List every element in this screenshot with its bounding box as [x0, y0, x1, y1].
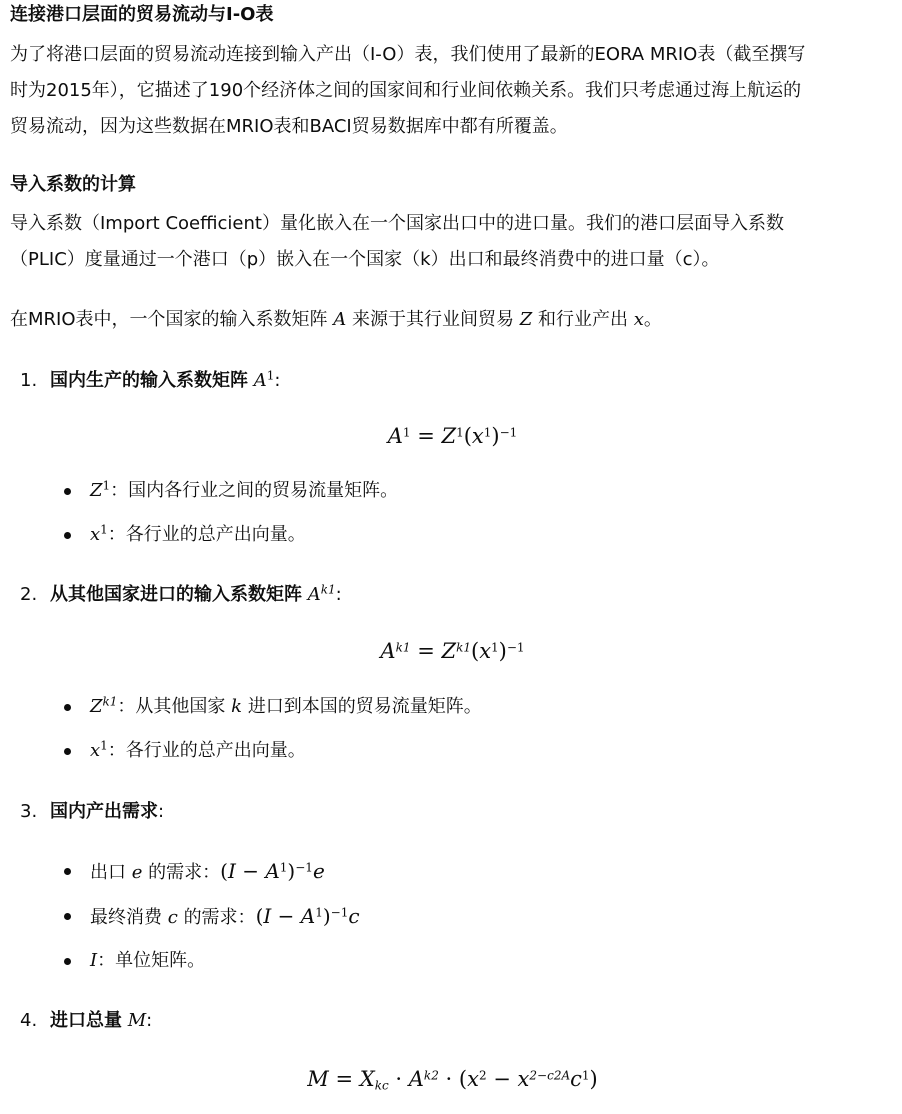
- equation-4: [10, 1064, 895, 1094]
- symbol-base: Z: [90, 696, 103, 717]
- country-symbol: k: [231, 696, 243, 717]
- item-title: 国内生产的输入系数矩阵: [50, 370, 248, 391]
- heading-text: 导入系数的计算: [10, 174, 136, 195]
- symbol-sup: 1: [102, 478, 111, 493]
- bullet-text: ：从其他国家: [117, 696, 226, 717]
- equation-2: [10, 636, 895, 666]
- bullet-text: 最终消费: [90, 907, 162, 928]
- item-1-bullets: [10, 476, 895, 506]
- bullet-text: ：各行业的总产出向量。: [107, 524, 306, 545]
- colon: :: [158, 801, 165, 822]
- section-heading-trade-io: [10, 2, 895, 28]
- item-title: 国内产出需求: [50, 801, 158, 822]
- symbol-sup: k1: [102, 694, 118, 709]
- item-3-bullet-export: [10, 856, 895, 888]
- bullet-dot: [64, 532, 71, 539]
- demand-expression: $(I - A^1)^{-1}c$: [255, 904, 360, 928]
- item-number: 3.: [20, 801, 38, 822]
- heading-text: 连接港口层面的贸易流动与I-O表: [10, 4, 274, 25]
- bullet-dot: [64, 704, 71, 711]
- list-item: [10, 476, 895, 506]
- equation-display: $A^1 = Z^1(x^1)^{-1}$: [387, 424, 518, 448]
- equation-display: $A^{k1} = Z^{k1}(x^1)^{-1}$: [380, 639, 525, 663]
- numbered-item-1: [10, 367, 895, 395]
- colon: :: [274, 370, 281, 391]
- demand-expression: $(I - A^1)^{-1}e$: [220, 859, 325, 883]
- equation-1: [10, 421, 895, 451]
- item-symbol: [254, 370, 275, 391]
- list-item: [10, 901, 895, 933]
- symbol-base: A: [253, 370, 267, 391]
- item-symbol: [308, 584, 336, 605]
- item-heading: [10, 1007, 895, 1035]
- list-item: [10, 692, 895, 722]
- item-title: 进口总量: [50, 1010, 122, 1031]
- bullet-text: ：国内各行业之间的贸易流量矩阵。: [110, 480, 399, 501]
- item-number: 4.: [20, 1010, 38, 1031]
- text-span: 。: [643, 309, 662, 330]
- paragraph-line: 为了将港口层面的贸易流动连接到输入产出（I-O）表，我们使用了最新的EORA MRIO表（截至撰写: [10, 44, 806, 65]
- symbol-base: Z: [90, 480, 103, 501]
- symbol-sup: 1: [100, 738, 108, 753]
- matrix-symbol: Z: [519, 309, 533, 330]
- text-span: 在MRIO表中，一个国家的输入系数矩阵: [10, 309, 328, 330]
- bullet-text: 进口到本国的贸易流量矩阵。: [247, 696, 482, 717]
- item-symbol: M: [127, 1010, 147, 1031]
- paragraph-line: [10, 302, 895, 338]
- expr-var: c: [348, 904, 360, 928]
- bullet-text: ：单位矩阵。: [97, 950, 206, 971]
- expr-var: e: [312, 859, 325, 883]
- equation-display: $M = X_{kc} \cdot A^{k2} \cdot (x^2 - x^{2-c2A}c^1)$: [307, 1067, 598, 1093]
- symbol-sup: k1: [320, 582, 336, 597]
- bullet-text: 的需求：: [148, 862, 221, 883]
- item-2-bullets: [10, 692, 895, 722]
- item-3-bullet-identity: [10, 946, 895, 976]
- bullet-text: 的需求：: [183, 907, 256, 928]
- bullet-dot: [64, 868, 71, 875]
- colon: :: [335, 584, 342, 605]
- text-span: 来源于其行业间贸易: [351, 309, 514, 330]
- item-number: 1.: [20, 370, 38, 391]
- text-span: 和行业产出: [537, 309, 628, 330]
- symbol-base: x: [90, 740, 101, 761]
- bullet-dot: [64, 488, 71, 495]
- item-heading: [10, 798, 895, 826]
- export-symbol: e: [131, 862, 143, 883]
- numbered-item-4: [10, 1007, 895, 1035]
- numbered-item-2: [10, 581, 895, 609]
- symbol-base: x: [90, 524, 101, 545]
- item-heading: [10, 581, 895, 609]
- section-heading-import-coefficient: [10, 172, 895, 198]
- symbol-sup: 1: [100, 522, 108, 537]
- symbol-base: A: [307, 584, 321, 605]
- consumption-symbol: c: [167, 907, 178, 928]
- mrio-paragraph: [10, 302, 895, 338]
- paragraph-line: （PLIC）度量通过一个港口（p）嵌入在一个国家（k）出口和最终消费中的进口量（c）。: [10, 249, 720, 270]
- bullet-dot: [64, 913, 71, 920]
- numbered-item-3: [10, 798, 895, 826]
- item-1-bullets-2: [10, 520, 895, 550]
- coefficient-paragraph: [10, 206, 895, 278]
- item-3-bullet-consumption: [10, 901, 895, 933]
- matrix-symbol: A: [333, 309, 347, 330]
- paragraph-line: 导入系数（Import Coefficient）量化嵌入在一个国家出口中的进口量。我们的港口层面导入系数: [10, 213, 784, 234]
- paragraph-line: 贸易流动，因为这些数据在MRIO表和BACI贸易数据库中都有所覆盖。: [10, 116, 568, 137]
- bullet-text: ：各行业的总产出向量。: [107, 740, 306, 761]
- colon: :: [146, 1010, 153, 1031]
- paragraph-line: 时为2015年），它描述了190个经济体之间的国家间和行业间依赖关系。我们只考虑通过海上航运的: [10, 80, 802, 101]
- intro-paragraph: [10, 37, 895, 145]
- vector-symbol: x: [633, 309, 644, 330]
- item-2-bullets-2: [10, 736, 895, 766]
- list-item: [10, 736, 895, 766]
- identity-symbol: I: [90, 950, 98, 971]
- list-item: [10, 946, 895, 976]
- item-heading: [10, 367, 895, 395]
- bullet-dot: [64, 748, 71, 755]
- list-item: [10, 520, 895, 550]
- symbol-sup: 1: [266, 368, 275, 383]
- bullet-text: 出口: [90, 862, 126, 883]
- bullet-dot: [64, 958, 71, 965]
- list-item: [10, 856, 895, 888]
- item-title: 从其他国家进口的输入系数矩阵: [50, 584, 302, 605]
- item-number: 2.: [20, 584, 38, 605]
